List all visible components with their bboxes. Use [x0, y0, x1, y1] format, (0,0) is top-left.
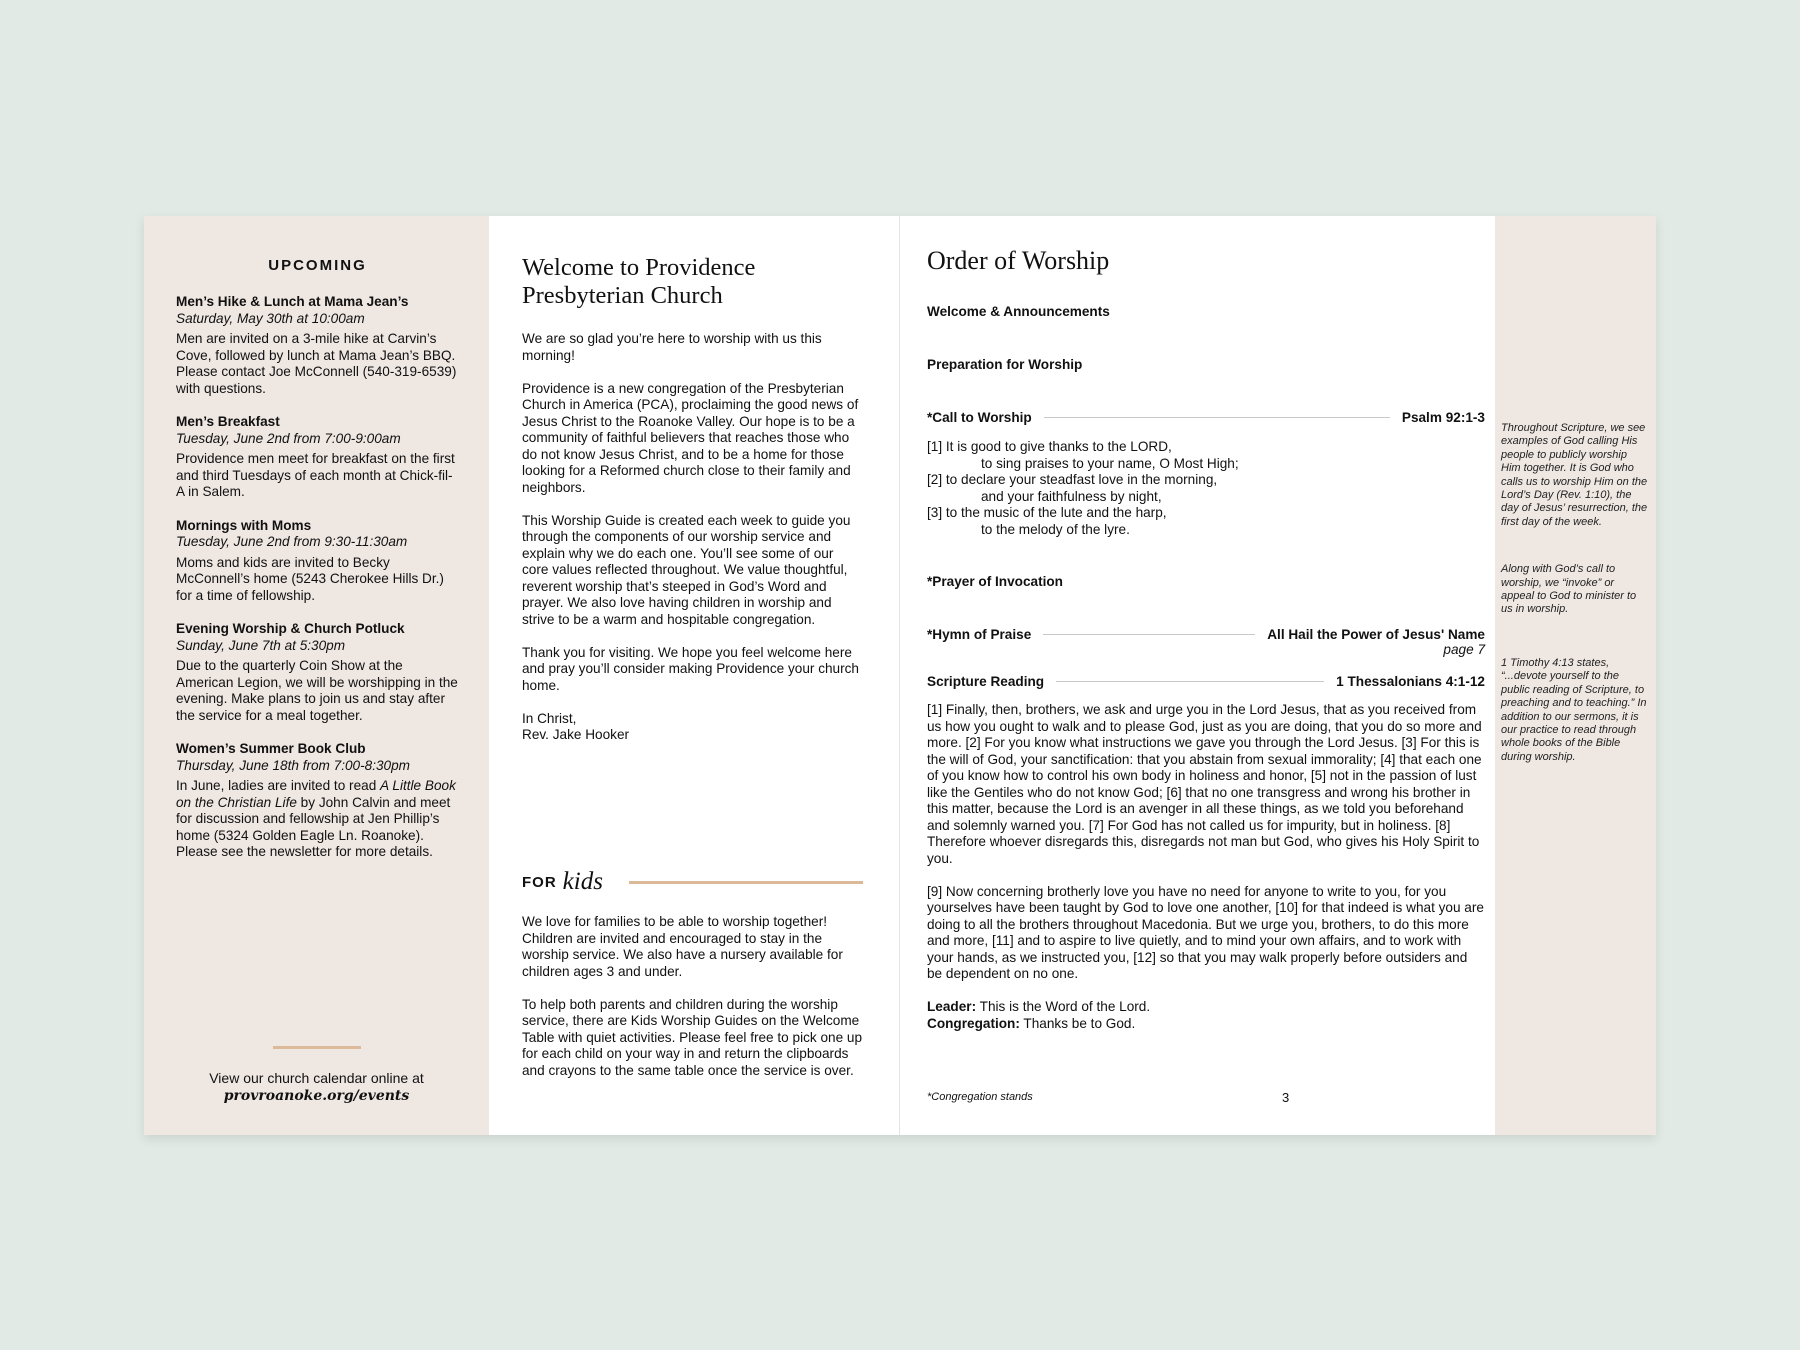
event-description-text: by John Calvin and meet for discussion and fellowship at Jen Phillip’s home (5324 Golden Eagle Ln. Roanoke). Please see the newsletter for more details.: [176, 794, 451, 859]
leader-label: Leader:: [927, 999, 977, 1014]
leader-rule: [1056, 681, 1324, 682]
psalm-reading: [927, 439, 1485, 538]
leader-rule: [1044, 417, 1390, 418]
event-item: [176, 518, 459, 605]
psalm-line: to sing praises to your name, O Most High;: [981, 455, 1239, 471]
calendar-link[interactable]: provroanoke.org/events: [223, 1088, 410, 1104]
welcome-title: [522, 254, 863, 310]
kids-heading: [522, 868, 863, 896]
sidenote: Throughout Scripture, we see examples of God calling His people to publicly worship Him together. It is God who calls us to worship Him on the Lord’s Day (Rev. 1:10), the day of Jesus’ resurrection, the first day of the week.: [1501, 422, 1648, 528]
signature: Rev. Jake Hooker: [522, 727, 630, 742]
welcome-panel: [489, 216, 900, 1135]
sidenote: Along with God’s call to worship, we “invoke” or appeal to God to minister to us in worship.: [1501, 563, 1637, 616]
psalm-line: [2] to declare your steadfast love in the morning,: [927, 472, 1218, 487]
hymn-page: page 7: [1443, 642, 1485, 657]
order-item-scripture: [927, 674, 1485, 689]
psalm-line: [1] It is good to give thanks to the LORD,: [927, 439, 1172, 454]
psalm-line: [3] to the music of the lute and the harp,: [927, 505, 1167, 520]
event-title: Mornings with Moms: [176, 517, 312, 533]
scripture-paragraph: [9] Now concerning brotherly love you have no need for anyone to write to you, for you yourselves have been taught by God to love one another, [10] for that indeed is what you are doing to all the brothers throughout Macedonia. But we urge you, brothers, to do this more and more, [11] and to aspire to live quietly, and to mind your own affairs, and to work with your hands, as we instructed you, [12] so that you may walk properly before outsiders and be dependent on no one.: [927, 883, 1484, 981]
order-item-label: Scripture Reading: [927, 674, 1045, 689]
congregation-label: Congregation:: [927, 1015, 1020, 1031]
event-title: Evening Worship & Church Potluck: [176, 621, 405, 636]
upcoming-heading: UPCOMING: [268, 257, 367, 274]
calendar-footer: [144, 1046, 489, 1105]
event-date: Saturday, May 30th at 10:00am: [176, 310, 365, 326]
divider: [273, 1046, 361, 1049]
event-description: [176, 778, 459, 861]
page-number: 3: [1282, 1090, 1290, 1105]
book-title: A Little Book on the Christian Life: [176, 778, 456, 810]
event-title: Men’s Breakfast: [176, 414, 280, 429]
welcome-title-line: Welcome to Providence: [522, 254, 756, 281]
event-description: Due to the quarterly Coin Show at the American Legion, we will be worshipping in the evening. Make plans to join us and stay after the service for a meal together.: [176, 658, 458, 723]
response: [927, 999, 1485, 1032]
calendar-text: View our church calendar online at: [209, 1070, 424, 1086]
psalm-line: to the melody of the lyre.: [981, 521, 1130, 537]
psalm-line: and your faithfulness by night,: [981, 488, 1162, 504]
leader-line: [927, 999, 1485, 1016]
order-item-welcome: [927, 304, 1485, 319]
congregation-text: Thanks be to God.: [1019, 1015, 1136, 1031]
kids-section: [522, 868, 863, 1096]
kids-heading-for: FOR: [522, 873, 557, 891]
event-title: Women’s Summer Book Club: [176, 741, 366, 756]
leader-rule: [1043, 634, 1255, 635]
order-item-label: *Hymn of Praise: [927, 627, 1032, 642]
welcome-paragraph: Thank you for visiting. We hope you feel welcome here and pray you’ll consider making Providence your church home.: [522, 644, 859, 693]
hymn-title: All Hail the Power of Jesus' Name: [1267, 627, 1485, 642]
event-item: [176, 414, 459, 501]
order-item-call-to-worship: [927, 410, 1485, 425]
event-item: [176, 741, 459, 861]
event-description: Moms and kids are invited to Becky McConnell’s home (5243 Cherokee Hills Dr.) for a time of fellowship.: [176, 554, 444, 603]
order-item-label: *Call to Worship: [927, 410, 1032, 425]
order-item-label: *Prayer of Invocation: [927, 574, 1063, 589]
order-item-label: Welcome & Announcements: [927, 304, 1110, 319]
welcome-paragraph: This Worship Guide is created each week to guide you through the components of our worship service and explain why we do each one. You’ll see some of our core values reflected throughout. We value thoughtful, reverent worship that’s steeped in God’s Word and prayer. We also love having children in worship and strive to be a warm and hospitable congregation.: [522, 512, 851, 627]
sidenote: 1 Timothy 4:13 states, “...devote yourself to the public reading of Scripture, to preaching and to teaching.” In addition to our sermons, it is our practice to read through whole books of the Bible during worship.: [1501, 656, 1647, 763]
welcome-paragraph: Providence is a new congregation of the Presbyterian Church in America (PCA), proclaiming the good news of Jesus Christ to the Roanoke Valley. Our hope is to be a community of faithful believers that reaches those who do not know Jesus Christ, and to be a home for those looking for a Reformed church close to their family and neighbors.: [522, 380, 859, 495]
kids-paragraph: We love for families to be able to worship together! Children are invited and encouraged to stay in the worship service. We also have a nursery available for children ages 3 and under.: [522, 914, 843, 979]
order-item-hymn: [927, 627, 1485, 642]
welcome-signoff: [522, 711, 863, 744]
order-of-worship-panel: [900, 216, 1495, 1135]
footnote: *Congregation stands: [927, 1091, 1033, 1103]
order-item-invocation: [927, 574, 1485, 589]
event-date: Tuesday, June 2nd from 7:00-9:00am: [176, 430, 401, 446]
order-item-reference: Psalm 92:1-3: [1401, 410, 1485, 425]
leader-text: This is the Word of the Lord.: [976, 999, 1151, 1014]
event-item: [176, 294, 459, 397]
event-description: Providence men meet for breakfast on the first and third Tuesdays of each month at Chick-fil-A in Salem.: [176, 451, 455, 499]
event-date: Sunday, June 7th at 5:30pm: [176, 637, 346, 653]
kids-paragraph: To help both parents and children during the worship service, there are Kids Worship Guides on the Welcome Table with quiet activities. Please feel free to pick one up for each child on your way in and return the clipboards and crayons to the same table once the service is over.: [522, 996, 863, 1078]
kids-heading-rule: [629, 881, 863, 884]
event-item: [176, 621, 459, 724]
notes-panel: [1495, 216, 1656, 1135]
welcome-title-line: Presbyterian Church: [522, 282, 723, 309]
welcome-paragraph: We are so glad you’re here to worship with us this morning!: [522, 331, 822, 363]
scripture-paragraph: [1] Finally, then, brothers, we ask and urge you in the Lord Jesus, that as you received from us how you ought to walk and to please God, just as you are doing, that you do so more and more. [2] For you know what instructions we gave you through the Lord Jesus. [3] For this is the will of God, your sanctification: that you abstain from sexual immorality; [4] that each one of you know how to control his own body in holiness and honor, [5] not in the passion of lust like the Gentiles who do not know God; [6] that no one transgress and wrong his brother in this matter, because the Lord is an avenger in all these things, as we told you beforehand and solemnly warned you. [7] For God has not called us for impurity, but in holiness. [8] Therefore whoever disregards this, disregards not man but God, who gives his Holy Spirit to you.: [927, 702, 1482, 866]
event-description-text: In June, ladies are invited to read: [176, 778, 381, 793]
upcoming-panel: [144, 216, 489, 1135]
event-title: Men’s Hike & Lunch at Mama Jean’s: [176, 294, 409, 309]
event-date: Tuesday, June 2nd from 9:30-11:30am: [176, 534, 408, 549]
order-item-label: Preparation for Worship: [927, 357, 1083, 372]
congregation-line: [927, 1016, 1485, 1033]
closing: In Christ,: [522, 710, 577, 726]
order-title: Order of Worship: [927, 246, 1110, 275]
order-item-reference: 1 Thessalonians 4:1-12: [1336, 674, 1485, 689]
event-date: Thursday, June 18th from 7:00-8:30pm: [176, 757, 410, 773]
kids-heading-kids: kids: [562, 868, 603, 895]
order-item-preparation: [927, 357, 1485, 372]
event-description: Men are invited on a 3-mile hike at Carvin’s Cove, followed by lunch at Mama Jean’s BBQ. Please contact Joe McConnell (540-319-6539) with questions.: [176, 331, 457, 396]
worship-guide-spread: [144, 216, 1656, 1135]
